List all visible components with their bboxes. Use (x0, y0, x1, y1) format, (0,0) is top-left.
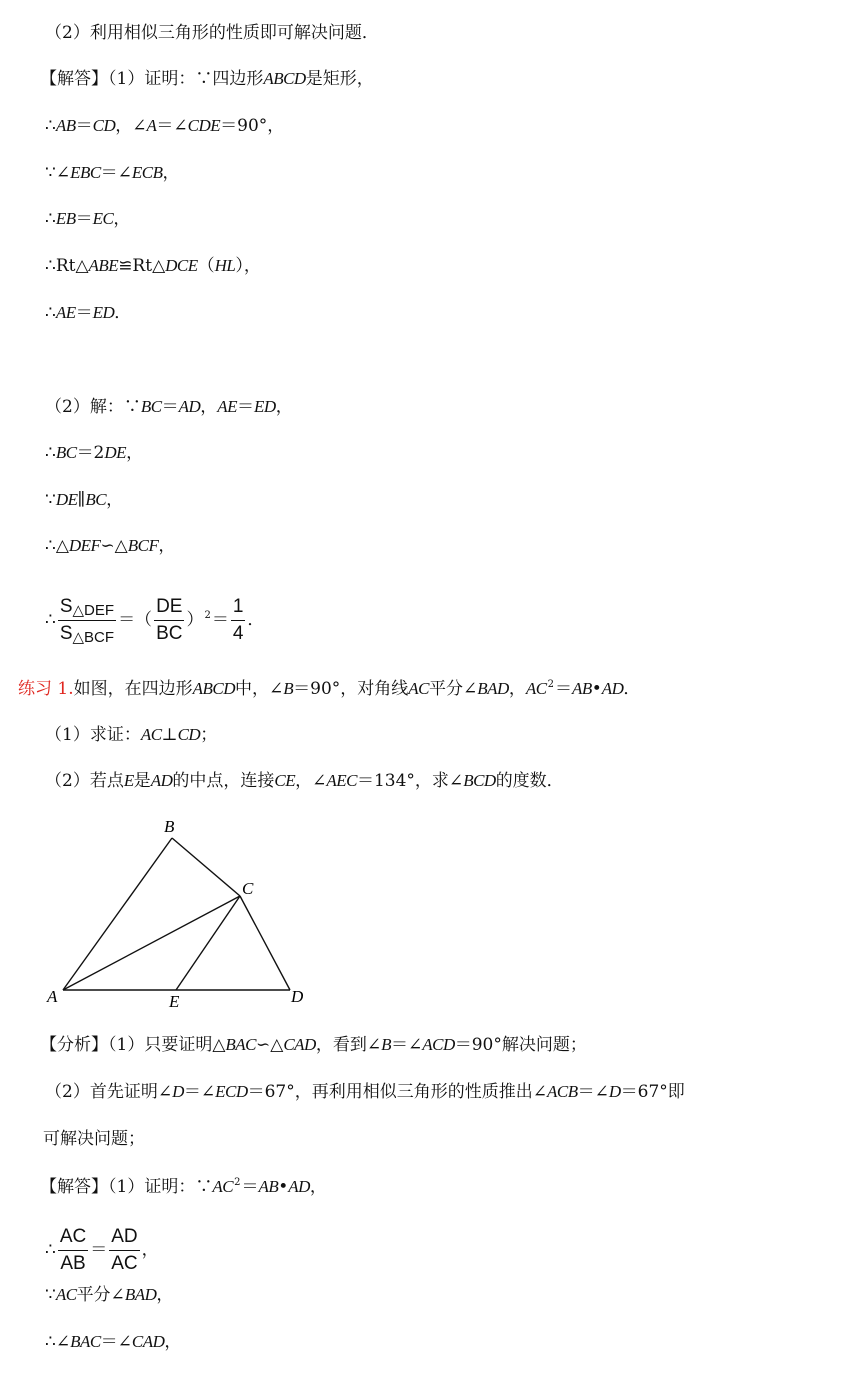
math-variable: DCE (165, 256, 198, 275)
math-variable: BC (55, 443, 77, 462)
text-line (43, 1128, 145, 1150)
text-run: ， (275, 397, 293, 417)
fraction (58, 1224, 88, 1277)
text-run: 中，∠ (235, 679, 284, 699)
superscript: 2 (547, 679, 554, 691)
numerator (109, 1224, 139, 1251)
text-run: ＝67°，再利用相似三角形的性质推出∠ (247, 1082, 547, 1102)
math-variable: AB (258, 1177, 279, 1196)
text-line (18, 678, 640, 700)
fraction (109, 1224, 139, 1277)
denominator (154, 621, 184, 647)
math-variable: BCF (127, 536, 159, 555)
numerator-text: AD (111, 1226, 138, 1247)
text-run: （2）若点 (45, 771, 124, 791)
math-variable: AE (217, 397, 238, 416)
quadrilateral-figure (40, 810, 320, 1020)
text-run: 可解决问题； (43, 1129, 145, 1149)
text-run: ， (126, 443, 144, 463)
text-run: ≌Rt△ (118, 256, 166, 276)
math-variable: AD (178, 397, 201, 416)
text-run: 【解答】（1）证明：∵四边形 (40, 69, 264, 89)
text-line (45, 442, 143, 464)
text-run: （2）利用相似三角形的性质即可解决问题． (45, 23, 379, 43)
text-run: ＝90°解决问题； (454, 1035, 587, 1055)
text-run: ∽△ (100, 536, 128, 556)
exercise-label: 练习 1. (18, 679, 74, 699)
text-run: ∵ (45, 490, 56, 510)
text-run: ， (508, 679, 526, 699)
text-run: ， (141, 1240, 159, 1260)
text-run: 【解答】（1）证明：∵ (40, 1177, 213, 1197)
math-variable: ED (92, 303, 115, 322)
math-variable: AD (288, 1177, 310, 1196)
label-d: D (291, 987, 304, 1006)
text-run: 平分∠ (429, 679, 478, 699)
segment-cd (240, 896, 290, 990)
text-run: ∵∠ (45, 163, 71, 183)
math-variable: BC (140, 397, 162, 416)
text-run: ＝2 (76, 443, 105, 463)
math-variable: ECD (215, 1082, 248, 1101)
text-run: 如图，在四边形 (73, 679, 193, 699)
text-run: ∴Rt△ (45, 256, 89, 276)
text-run: ； (200, 725, 218, 745)
math-variable: AC (140, 725, 162, 744)
text-line (45, 1081, 685, 1103)
text-run: ． (247, 610, 265, 630)
text-run: ＝134°，求∠ (356, 771, 464, 791)
denominator (58, 621, 116, 647)
denominator-text: 4 (232, 623, 244, 644)
math-variable: D (172, 1082, 184, 1101)
math-variable: B (283, 679, 294, 698)
text-line (45, 22, 379, 44)
text-run: 平分∠ (76, 1285, 125, 1305)
text-run: ∴ (45, 610, 56, 630)
text-run: ∵ (45, 1285, 56, 1305)
math-variable: AE (55, 303, 76, 322)
numerator (154, 594, 184, 621)
math-variable: CDE (187, 116, 221, 135)
text-run: ， (200, 397, 218, 417)
text-run: ＝ (211, 610, 229, 630)
math-variable: BAC (70, 1332, 101, 1351)
math-variable: ABCD (192, 679, 236, 698)
math-variable: ABE (88, 256, 119, 275)
text-line (45, 255, 261, 277)
denominator (231, 621, 246, 647)
text-line (45, 115, 284, 137)
superscript: 2 (234, 1177, 241, 1189)
math-variable: AD (601, 679, 624, 698)
text-run: ＝ (90, 1240, 108, 1260)
text-run: ， (106, 490, 124, 510)
label-b: B (164, 817, 175, 836)
math-variable: B (381, 1035, 391, 1054)
text-run: ＝ (75, 116, 93, 136)
numerator-subscript: △DEF (72, 602, 115, 619)
math-variable: CD (177, 725, 201, 744)
text-run: ， (158, 536, 176, 556)
text-line (45, 302, 131, 324)
text-run: ∴∠ (45, 1332, 71, 1352)
math-variable: AB (571, 679, 592, 698)
math-variable: BCD (463, 771, 496, 790)
text-run: （1）求证： (45, 725, 141, 745)
text-line (45, 592, 264, 649)
math-variable: EC (92, 209, 114, 228)
fraction (231, 594, 246, 647)
text-run: ）， (235, 256, 261, 276)
segment-ce (176, 896, 240, 990)
math-variable: CAD (131, 1332, 165, 1351)
text-run: ＝∠ (100, 1332, 132, 1352)
text-line (40, 1034, 587, 1056)
text-run: ∽△ (256, 1035, 284, 1055)
text-run: ＝（ (118, 610, 153, 630)
label-a: A (47, 987, 58, 1006)
text-line (45, 535, 175, 557)
text-line (45, 1222, 159, 1279)
text-run: ， (113, 209, 131, 229)
math-variable: ED (254, 397, 276, 416)
numerator-text: DE (156, 596, 183, 617)
text-run: ＝90°， (220, 116, 285, 136)
numerator-text: 1 (232, 596, 244, 617)
math-variable: ACB (546, 1082, 578, 1101)
numerator (58, 594, 116, 621)
math-variable: D (608, 1082, 621, 1101)
fraction (154, 594, 184, 647)
text-line (45, 208, 130, 230)
denominator (58, 1251, 88, 1277)
text-run: ，∠ (115, 116, 147, 136)
text-run: ，看到∠ (315, 1035, 382, 1055)
text-run: ． (623, 679, 641, 699)
math-variable: E (123, 771, 134, 790)
text-run: ＝ (161, 397, 179, 417)
text-run: 是矩形， (305, 69, 374, 89)
text-line (45, 724, 217, 746)
label-c: C (242, 879, 254, 898)
text-line (45, 1284, 173, 1306)
text-run: ∴ (45, 116, 56, 136)
segment-bc (172, 838, 240, 896)
denominator-text: AB (60, 1253, 86, 1274)
denominator-text: S (59, 623, 73, 644)
label-e: E (169, 992, 180, 1011)
text-run: ＝90°，对角线 (293, 679, 409, 699)
text-run: ∴ (45, 1240, 56, 1260)
text-run: （2）解：∵ (45, 397, 141, 417)
math-variable: BAD (124, 1285, 157, 1304)
math-variable: ACD (422, 1035, 455, 1054)
text-run: ＝∠ (183, 1082, 216, 1102)
superscript: 2 (204, 610, 211, 622)
text-run: ⊥ (161, 725, 178, 745)
text-run: ∴ (45, 209, 56, 229)
text-run: ＝∠ (156, 116, 188, 136)
denominator-text: AC (111, 1253, 138, 1274)
text-run: ＝ (554, 679, 572, 699)
math-variable: HL (214, 256, 236, 275)
text-run: 【分析】（1）只要证明△ (40, 1035, 226, 1055)
segment-ac (63, 896, 240, 990)
text-run: ＝∠ (100, 163, 132, 183)
text-line (45, 770, 564, 792)
text-run: 的中点，连接 (172, 771, 275, 791)
text-run: ∴ (45, 443, 56, 463)
denominator-text: BC (156, 623, 183, 644)
text-run: ＝ (237, 397, 255, 417)
text-line (40, 1176, 327, 1198)
math-variable: AC (55, 1285, 77, 1304)
math-variable: CD (92, 116, 116, 135)
text-run: ＝ (75, 209, 93, 229)
numerator-text: AC (59, 1226, 87, 1247)
math-variable: A (146, 116, 157, 135)
text-run: （ (197, 256, 215, 276)
math-variable: BC (85, 490, 107, 509)
numerator (58, 1224, 88, 1251)
denominator-subscript: △BCF (72, 629, 115, 646)
math-variable: EBC (70, 163, 101, 182)
text-run: ∴ (45, 303, 56, 323)
text-run: ＝ (75, 303, 93, 323)
math-variable: CAD (283, 1035, 316, 1054)
math-variable: BAD (477, 679, 509, 698)
math-variable: AC (525, 679, 547, 698)
math-variable: AB (55, 116, 76, 135)
text-run: （2）首先证明∠ (45, 1082, 173, 1102)
text-run: ． (114, 303, 132, 323)
math-variable: EB (55, 209, 76, 228)
math-variable: AD (150, 771, 173, 790)
fraction (58, 594, 116, 647)
text-run: ） (186, 610, 204, 630)
text-line (45, 396, 293, 418)
text-line (40, 68, 374, 90)
text-run: ∴△ (45, 536, 69, 556)
math-variable: DEF (68, 536, 101, 555)
numerator (231, 594, 246, 621)
text-run: 是 (133, 771, 151, 791)
text-run: ∥ (77, 490, 86, 510)
math-variable: AC (212, 1177, 234, 1196)
math-variable: ECB (131, 163, 163, 182)
numerator-text: S (59, 596, 73, 617)
text-run: ， (309, 1177, 327, 1197)
text-run: • (278, 1177, 289, 1197)
text-run: ＝67°即 (620, 1082, 685, 1102)
text-run: ， (156, 1285, 174, 1305)
math-variable: DE (55, 490, 78, 509)
text-run: 的度数． (495, 771, 564, 791)
math-variable: DE (104, 443, 127, 462)
math-variable: CE (274, 771, 296, 790)
math-variable: AC (408, 679, 430, 698)
math-variable: AEC (326, 771, 357, 790)
math-variable: ABCD (263, 69, 306, 88)
text-line (45, 489, 123, 511)
text-run: ＝ (241, 1177, 259, 1197)
text-run: • (591, 679, 602, 699)
text-run: ，∠ (295, 771, 327, 791)
text-run: ＝∠ (577, 1082, 609, 1102)
text-line (45, 162, 180, 184)
text-run: ＝∠ (390, 1035, 423, 1055)
segment-ab (63, 838, 172, 990)
math-variable: BAC (225, 1035, 256, 1054)
text-line (45, 1331, 181, 1353)
text-run: ， (164, 1332, 182, 1352)
denominator (109, 1251, 139, 1277)
text-run: ， (162, 163, 180, 183)
